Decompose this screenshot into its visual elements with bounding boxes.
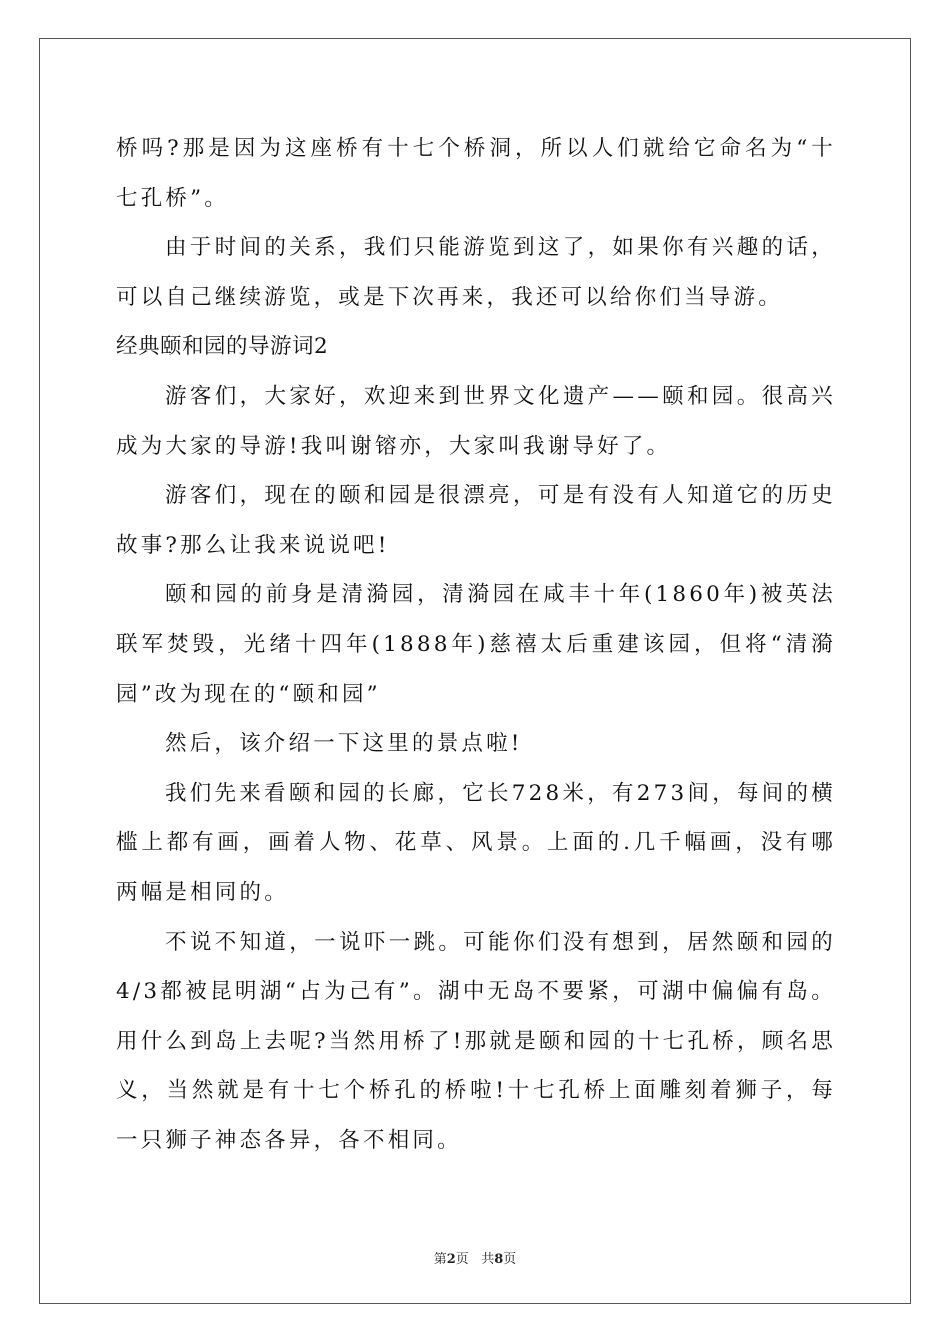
footer-total-prefix: 共 (481, 1252, 495, 1267)
paragraph: 不说不知道，一说吓一跳。可能你们没有想到，居然颐和园的4/3都被昆明湖“占为己有”。湖中无岛不要紧，可湖中偏偏有岛。用什么到岛上去呢?当然用桥了!那就是颐和园的十七孔桥，顾名思义，当然就是有十七个桥孔的桥啦!十七孔桥上面雕刻着狮子，每一只狮子神态各异，各不相同。 (116, 929, 836, 1153)
footer-page-suffix: 页 (455, 1252, 469, 1267)
document-body (116, 124, 836, 1165)
paragraph: 颐和园的前身是清漪园，清漪园在咸丰十年(1860年)被英法联军焚毁，光绪十四年(1888年)慈禧太后重建该园，但将“清漪园”改为现在的“颐和园” (116, 582, 836, 707)
paragraph: 我们先来看颐和园的长廊，它长728米，有273间，每间的横槛上都有画，画着人物、花草、风景。上面的.几千幅画，没有哪两幅是相同的。 (116, 780, 836, 905)
footer-page-prefix: 第 (433, 1252, 447, 1267)
paragraph: 桥吗?那是因为这座桥有十七个桥洞，所以人们就给它命名为“十七孔桥”。 (116, 136, 836, 211)
footer-total-suffix: 页 (503, 1252, 517, 1267)
paragraph: 游客们，现在的颐和园是很漂亮，可是有没有人知道它的历史故事?那么让我来说说吧! (116, 483, 836, 558)
paragraph: 由于时间的关系，我们只能游览到这了，如果你有兴趣的话，可以自己继续游览，或是下次再来，我还可以给你们当导游。 (116, 235, 836, 310)
page-footer (0, 1248, 950, 1267)
paragraph: 游客们，大家好，欢迎来到世界文化遗产——颐和园。很高兴成为大家的导游!我叫谢镕亦，大家叫我谢导好了。 (116, 383, 836, 459)
footer-total-pages: 8 (494, 1252, 504, 1267)
section-heading: 经典颐和园的导游词2 (116, 334, 329, 360)
paragraph: 然后，该介绍一下这里的景点啦! (165, 731, 523, 757)
footer-page-number: 2 (446, 1252, 456, 1267)
